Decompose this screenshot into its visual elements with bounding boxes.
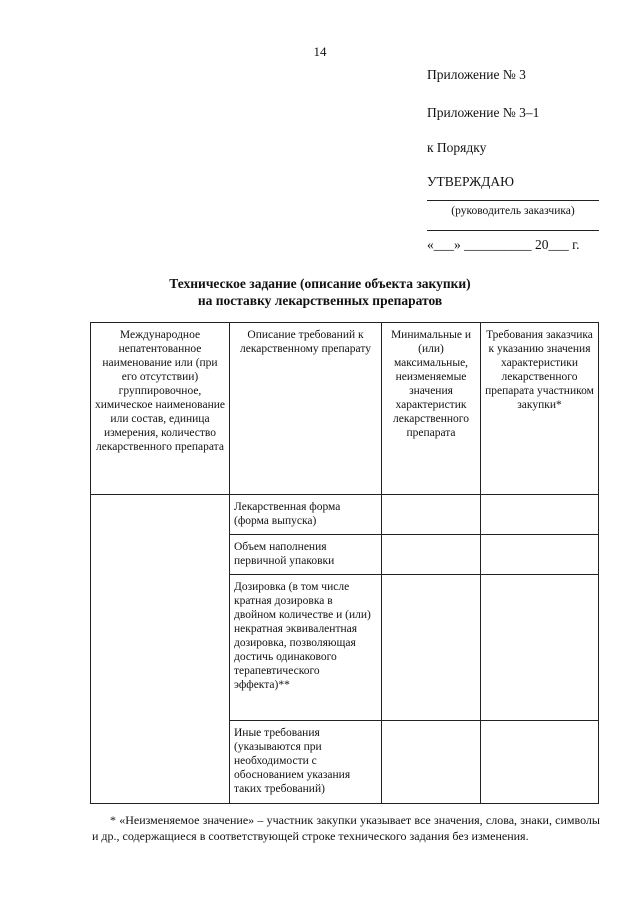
customer-requirement-cell	[481, 721, 599, 804]
name-cell	[91, 495, 230, 804]
column-header: Требования заказчика к указанию значения характеристики лекарственного препарата участником закупки*	[481, 323, 599, 495]
requirement-cell: Лекарственная форма (форма выпуска)	[230, 495, 382, 535]
document-title-line-1: Техническое задание (описание объекта закупки)	[169, 276, 471, 291]
table-header-row	[91, 323, 599, 495]
document-title-line-2: на поставку лекарственных препаратов	[197, 293, 443, 308]
appendix-line-1: Приложение № 3	[427, 67, 526, 82]
column-header: Международное непатентованное наименование или (при его отсутствии) группировочное, химическое наименование или состав, единица измерения, количество лекарственного препарата	[91, 323, 230, 495]
signature-line	[427, 200, 599, 201]
footnote	[92, 812, 600, 844]
requirement-cell: Иные требования (указываются при необходимости с обоснованием указания таких требований)	[230, 721, 382, 804]
footnote-text: * «Неизменяемое значение» – участник закупки указывает все значения, слова, знаки, символы и др., содержащиеся в соответствующей строке технического задания без изменения.	[92, 813, 600, 843]
table-row	[91, 495, 599, 535]
requirement-cell: Дозировка (в том числе кратная дозировка в двойном количестве и (или) некратная эквивалентная дозировка, позволяющая достичь одинакового терапевтического эффекта)**	[230, 575, 382, 721]
value-cell	[382, 721, 481, 804]
specification-table	[90, 322, 599, 804]
column-header: Описание требований к лекарственному препарату	[230, 323, 382, 495]
appendix-line-2: Приложение № 3–1	[427, 105, 540, 120]
customer-requirement-cell	[481, 575, 599, 721]
value-cell	[382, 575, 481, 721]
value-cell	[382, 495, 481, 535]
value-cell	[382, 535, 481, 575]
approve-label: УТВЕРЖДАЮ	[427, 174, 515, 189]
approval-date: «___» __________ 20___ г.	[427, 237, 580, 252]
customer-requirement-cell	[481, 535, 599, 575]
page-number: 14	[313, 44, 327, 59]
customer-requirement-cell	[481, 495, 599, 535]
signature-line-2	[427, 230, 599, 231]
appendix-line-3: к Порядку	[427, 140, 487, 155]
column-header: Минимальные и (или) максимальные, неизменяемые значения характеристик лекарственного препарата	[382, 323, 481, 495]
requirement-cell: Объем наполнения первичной упаковки	[230, 535, 382, 575]
signer-caption: (руководитель заказчика)	[451, 205, 575, 217]
